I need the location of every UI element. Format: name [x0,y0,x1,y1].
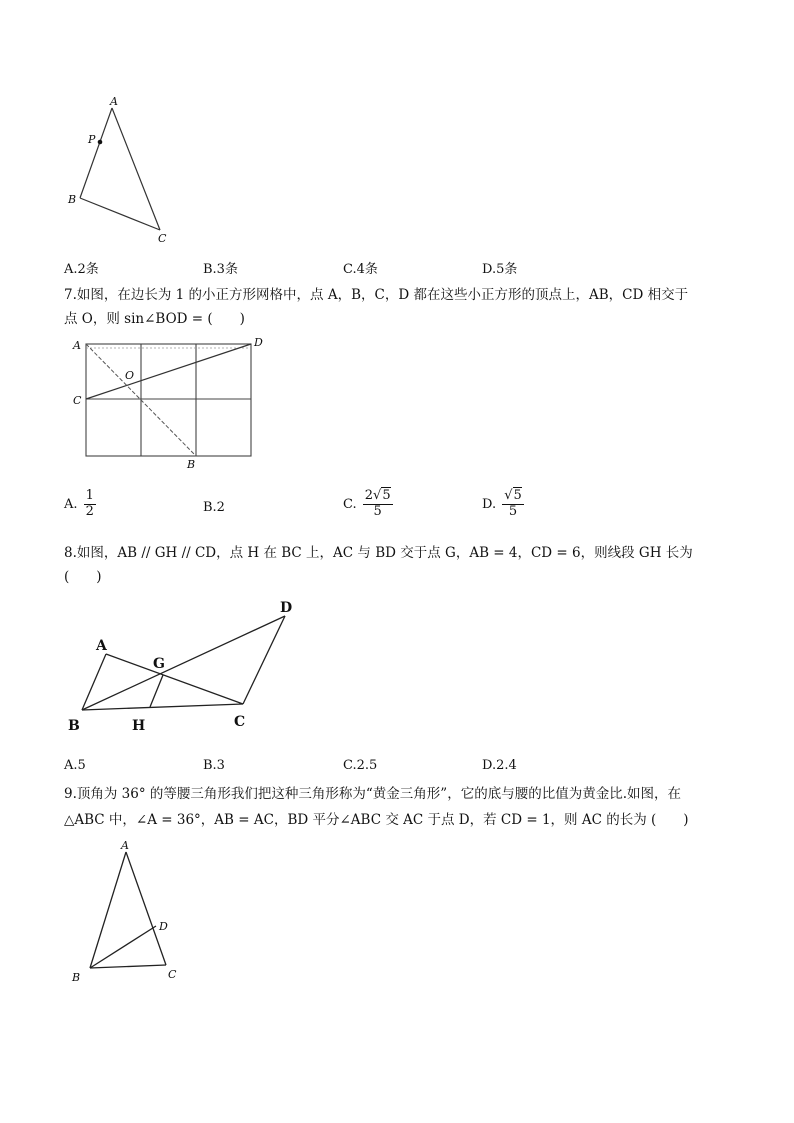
q8-label-b: B [68,718,80,734]
q6-option-d: D.5条 [482,262,518,277]
q9-segment-ac [126,852,166,965]
q6-triangle-figure [62,96,182,246]
q7-label-c: C [73,394,82,407]
q9-triangle-figure [64,838,184,988]
q8-stem-line1: 8.如图，AB // GH // CD，点 H 在 BC 上，AC 与 BD 交于点 G，AB = 4，CD = 6，则线段 GH 长为 [64,545,693,561]
q8-segment-cd [243,616,285,704]
q6-option-c: C.4条 [343,262,378,277]
q7-option-c-fraction [363,489,393,520]
q7-grid-outer [86,344,251,456]
q7-stem-line2: 点 O，则 sin∠BOD = ( ) [64,311,245,327]
q7-option-c-prefix: C. [343,496,357,512]
q8-label-c: C [234,714,246,730]
q8-stem-line2: ( ) [64,569,102,585]
q9-segment-bc [90,965,166,968]
q8-option-d: D.2.4 [482,758,517,773]
q7-option-c [343,489,393,520]
q6-segment-ab [80,108,112,198]
q7-stem-line1: 7.如图，在边长为 1 的小正方形网格中，点 A，B，C，D 都在这些小正方形的顶点上，AB，CD 相交于 [64,287,689,303]
q6-label-p: P [88,133,96,146]
q7-segment-cd [86,344,251,399]
q7-option-d-prefix: D. [482,496,497,512]
q6-point-p [98,140,103,145]
q6-segment-ac [112,108,160,230]
q7-option-d-denominator: 5 [508,503,518,519]
q7-option-c-numerator: 2√5 [364,488,391,503]
q7-option-a-prefix: A. [64,496,78,512]
q8-segment-ac [106,654,243,704]
q9-label-b: B [72,971,81,984]
q7-grid-figure [66,334,272,474]
q8-segment-bd [82,616,285,710]
q7-option-d-numerator: √5 [504,488,522,503]
q7-option-c-denominator: 5 [373,503,382,519]
q7-label-o: O [125,369,135,382]
q6-label-a: A [110,96,118,108]
q6-label-c: C [158,232,167,245]
q9-segment-ab [90,852,126,968]
q8-parallel-figure [60,596,310,738]
q8-label-d: D [280,600,293,616]
q7-option-a-fraction [84,489,96,520]
q8-segment-ab [82,654,106,710]
q7-option-a [64,489,96,520]
q7-option-c-radicand: 5 [382,488,391,503]
q8-option-c: C.2.5 [343,758,378,773]
q9-stem-line2: △ABC 中，∠A = 36°，AB = AC，BD 平分∠ABC 交 AC 于点 D，若 CD = 1，则 AC 的长为 ( ) [64,812,689,828]
q6-option-b: B.3条 [203,262,238,277]
q8-label-h: H [132,718,146,734]
q8-label-g: G [153,656,165,672]
q7-option-a-denominator: 2 [85,503,94,519]
q8-segment-gh [150,675,163,707]
q6-label-b: B [68,193,77,206]
q9-label-c: C [168,968,177,981]
q6-segment-bc [80,198,160,230]
q8-option-a: A.5 [64,758,86,773]
q7-label-b: B [187,458,196,471]
q8-option-b: B.3 [203,758,225,773]
q9-label-a: A [121,839,129,852]
q8-segment-bc [82,704,243,710]
q7-label-d: D [254,336,263,349]
q9-segment-bd [90,926,156,968]
q6-option-a: A.2条 [64,262,99,277]
q7-option-d-radicand: 5 [513,488,522,503]
q7-option-d [482,489,524,520]
q7-option-d-fraction [502,489,524,520]
q8-label-a: A [96,638,107,654]
q7-option-b: B.2 [203,500,225,515]
q7-label-a: A [73,339,81,352]
q9-stem-line1: 9.顶角为 36° 的等腰三角形我们把这种三角形称为“黄金三角形”，它的底与腰的比值为黄金比.如图，在 [64,786,681,802]
q7-option-c-coefficient: 2 [364,488,374,503]
q9-label-d: D [159,920,168,933]
q7-option-a-numerator: 1 [85,488,94,503]
